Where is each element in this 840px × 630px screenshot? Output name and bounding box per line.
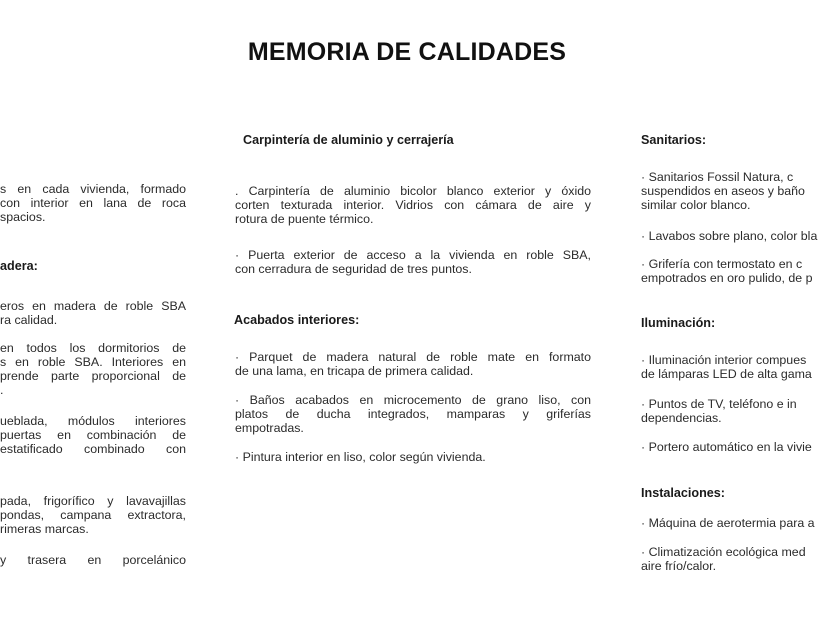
parquet-paragraph: · Parquet de madera natural de roble mate en formato de una lama, en tricapa de primera calidad. (235, 350, 591, 378)
tv-points-paragraph: · Puntos de TV, teléfono e in dependencias. (641, 397, 797, 425)
sanitary-paragraph: · Sanitarios Fossil Natura, c suspendidos en aseos y baño similar color blanco. (641, 170, 805, 212)
entrance-door-paragraph: · Puerta exterior de acceso a la vivienda en roble SBA, con cerradura de seguridad de tres puntos. (235, 248, 591, 276)
left-wood-heading: adera: (0, 259, 38, 273)
lighting-heading: Iluminación: (641, 316, 716, 330)
left-kitchen-paragraph-3: y trasera en porcelánico (0, 553, 186, 567)
aerothermal-paragraph: · Máquina de aerotermia para a (641, 516, 815, 530)
paint-paragraph: · Pintura interior en liso, color según vivienda. (235, 450, 486, 464)
bathrooms-paragraph: · Baños acabados en microcemento de grano liso, con platos de ducha integrados, mamparas y griferías empotradas. (235, 393, 591, 435)
carpentry-heading: Carpintería de aluminio y cerrajería (243, 133, 454, 147)
left-wood-paragraph-1: eros en madera de roble SBA ra calidad. (0, 299, 186, 327)
aluminium-carpentry-paragraph: . Carpintería de aluminio bicolor blanco exterior y óxido corten texturada interior. Vidrios con cámara de aire y rotura de puente térmico. (235, 184, 591, 226)
interior-lighting-paragraph: · Iluminación interior compues de lámparas LED de alta gama (641, 353, 812, 381)
left-wood-paragraph-2: en todos los dormitorios de s en roble SBA. Interiores en prende parte proporcional de . (0, 341, 186, 397)
taps-paragraph: · Grifería con termostato en c empotrados en oro pulido, de p (641, 257, 813, 285)
left-kitchen-paragraph-1: ueblada, módulos interiores puertas en combinación de estatificado combinado con (0, 414, 186, 456)
left-kitchen-paragraph-2: pada, frigorífico y lavavajillas pondas, campana extractora, rimeras marcas. (0, 494, 186, 536)
intercom-paragraph: · Portero automático en la vivie (641, 440, 812, 454)
installations-heading: Instalaciones: (641, 486, 725, 500)
sanitary-heading: Sanitarios: (641, 133, 707, 147)
climate-paragraph: · Climatización ecológica med aire frío/calor. (641, 545, 806, 573)
page-title: MEMORIA DE CALIDADES (247, 38, 567, 66)
interior-finishes-heading: Acabados interiores: (234, 313, 360, 327)
washbasins-paragraph: · Lavabos sobre plano, color bla (641, 229, 818, 243)
left-insulation-paragraph: s en cada vivienda, formado con interior en lana de roca spacios. (0, 182, 186, 224)
